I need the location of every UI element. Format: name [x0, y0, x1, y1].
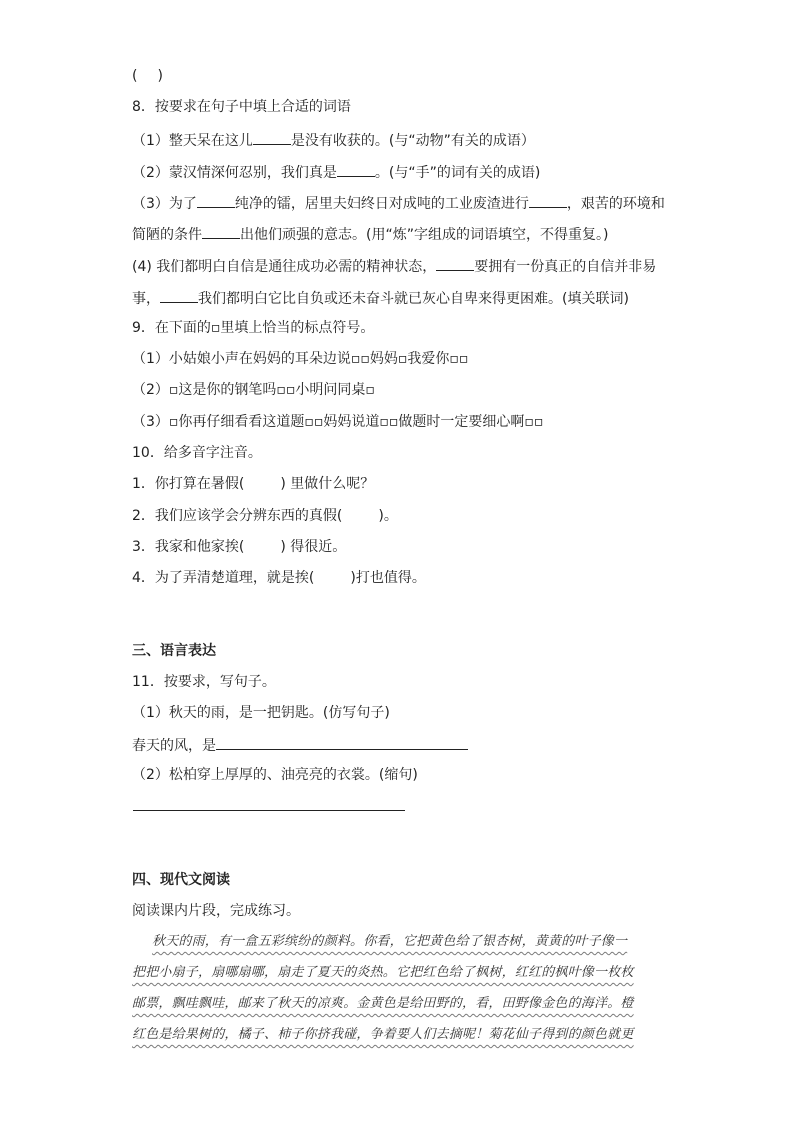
blank[interactable] [197, 193, 235, 208]
question-8-2: （2）蒙汉情深何忍别，我们真是 。(与“手”的词有关的成语) [132, 162, 540, 182]
answer-line[interactable] [216, 735, 468, 750]
question-10-1: 1．你打算在暑假( ) 里做什么呢？ [132, 476, 375, 492]
question-8-4-line1: (4) 我们都明白自信是通往成功必需的精神状态， 要拥有一份真正的自信并非易 [132, 256, 656, 276]
blank[interactable] [436, 256, 474, 271]
question-9-1: （1）小姑娘小声在妈妈的耳朵边说▫▫妈妈▫我爱你▫▫ [132, 351, 469, 367]
question-9-2: （2）▫这是你的钢笔吗▫▫小明问同桌▫ [132, 382, 375, 398]
passage-line: 秋天的雨，有一盒五彩缤纷的颜料。你看，它把黄色给了银杏树，黄黄的叶子像一 [152, 934, 628, 949]
question-10-title: 10．给多音字注音。 [132, 445, 262, 461]
answer-paren: ( ) [132, 68, 163, 84]
question-9-title: 9．在下面的▫里填上恰当的标点符号。 [132, 320, 375, 336]
question-8-title: 8．按要求在句子中填上合适的词语 [132, 99, 351, 115]
section-3-heading: 三、语言表达 [132, 643, 216, 659]
question-10-2: 2．我们应该学会分辨东西的真假( )。 [132, 508, 398, 524]
passage-line: 红色是给果树的，橘子、柿子你挤我碰，争着要人们去摘呢！菊花仙子得到的颜色就更 [132, 1027, 634, 1042]
blank[interactable] [253, 130, 291, 145]
blank[interactable] [337, 162, 375, 177]
blank[interactable] [160, 288, 198, 303]
blank[interactable] [202, 224, 240, 239]
section-4-heading: 四、现代文阅读 [132, 872, 230, 888]
question-8-4-line2: 事， 我们都明白它比自负或还未奋斗就已灰心自卑来得更困难。(填关联词) [132, 288, 629, 308]
reading-intro: 阅读课内片段，完成练习。 [132, 903, 300, 919]
question-11-title: 11．按要求，写句子。 [132, 674, 276, 690]
question-8-3-line2: 简陋的条件 出他们顽强的意志。(用“炼”字组成的词语填空，不得重复。) [132, 224, 608, 244]
question-11-1: （1）秋天的雨，是一把钥匙。(仿写句子) [132, 705, 390, 721]
question-11-2: （2）松柏穿上厚厚的、油亮亮的衣裳。(缩句) [132, 767, 418, 783]
passage-line: 把把小扇子，扇哪扇哪，扇走了夏天的炎热。它把红色给了枫树，红红的枫叶像一枚枚 [132, 965, 634, 980]
question-11-1-answer: 春天的风，是 [132, 735, 468, 755]
question-9-3: （3）▫你再仔细看看这道题▫▫妈妈说道▫▫做题时一定要细心啊▫▫ [132, 414, 544, 430]
question-10-3: 3．我家和他家挨( ) 得很近。 [132, 539, 347, 555]
question-8-3-line1: （3）为了 纯净的镭，居里夫妇终日对成吨的工业废渣进行 ，艰苦的环境和 [132, 193, 665, 213]
answer-line[interactable] [133, 810, 405, 811]
blank[interactable] [529, 193, 567, 208]
question-8-1: （1）整天呆在这儿 是没有收获的。(与“动物”有关的成语） [132, 130, 535, 150]
passage-line: 邮票，飘哇飘哇，邮来了秋天的凉爽。金黄色是给田野的，看，田野像金色的海洋。橙 [132, 996, 634, 1011]
question-10-4: 4．为了弄清楚道理，就是挨( )打也值得。 [132, 570, 426, 586]
